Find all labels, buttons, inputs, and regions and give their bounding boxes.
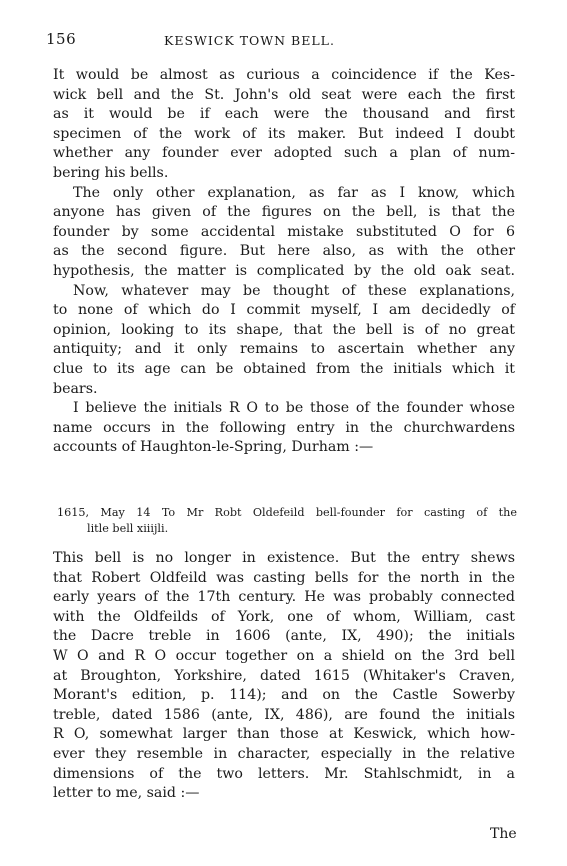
text-line: opinion, looking to its shape, that the bell is of no great [53, 321, 515, 338]
text-line: wick bell and the St. John's old seat were each the first [53, 86, 515, 103]
page-number: 156 [46, 30, 77, 48]
text-line: the Dacre treble in 1606 (ante, IX, 490); the initials [53, 628, 515, 645]
text-line: founder by some accidental mistake substituted O for 6 [53, 223, 515, 240]
text-line: letter to me, said :— [53, 785, 200, 802]
text-line: with the Oldfeilds of York, one of whom, William, cast [53, 608, 515, 625]
text-line: as the second figure. But here also, as with the other [53, 243, 515, 260]
text-line: anyone has given of the figures on the bell, is that the [53, 204, 515, 221]
text-line: name occurs in the following entry in the churchwardens [53, 419, 515, 436]
body-text-upper [53, 66, 515, 458]
text-line: The only other explanation, as far as I know, which [73, 184, 515, 201]
text-line: bering his bells. [53, 164, 169, 181]
running-head: KESWICK TOWN BELL. [164, 33, 335, 48]
text-line: clue to its age can be obtained from the initials which it [53, 360, 515, 377]
text-line: dimensions of the two letters. Mr. Stahlschmidt, in a [53, 765, 515, 782]
text-line: I believe the initials R O to be those of the founder whose [73, 400, 515, 417]
text-line: treble, dated 1586 (ante, IX, 486), are found the initials [53, 706, 515, 723]
text-line: specimen of the work of its maker. But indeed I doubt [53, 125, 515, 142]
body-text-lower [53, 549, 515, 804]
text-line: W O and R O occur together on a shield on the 3rd bell [53, 647, 515, 664]
text-line: antiquity; and it only remains to ascertain whether any [53, 341, 515, 358]
text-line: as it would be if each were the thousand and first [53, 106, 515, 123]
text-line: R O, somewhat larger than those at Keswick, which how- [53, 726, 515, 743]
text-line: at Broughton, Yorkshire, dated 1615 (Whitaker's Craven, [53, 667, 515, 684]
text-line: It would be almost as curious a coincidence if the Kes- [53, 67, 515, 83]
text-line: whether any founder ever adopted such a plan of num- [53, 145, 515, 162]
text-line: Now, whatever may be thought of these explanations, [73, 282, 515, 299]
text-line: accounts of Haughton-le-Spring, Durham :— [53, 439, 374, 456]
text-line: Morant's edition, p. 114); and on the Castle Sowerby [53, 687, 515, 704]
quoted-entry [57, 505, 517, 537]
quote-line: 1615, May 14 To Mr Robt Oldefeild bell-founder for casting of the [57, 506, 517, 519]
text-line: ever they resemble in character, especially in the relative [53, 745, 515, 762]
text-line: hypothesis, the matter is complicated by the old oak seat. [53, 262, 515, 279]
catchword: The [490, 826, 517, 842]
text-line: that Robert Oldfeild was casting bells for the north in the [53, 569, 515, 586]
quote-line: litle bell xiiijli. [87, 522, 169, 535]
text-line: This bell is no longer in existence. But the entry shews [53, 550, 515, 566]
text-line: early years of the 17th century. He was probably connected [53, 589, 515, 606]
page-header [46, 30, 522, 52]
text-line: bears. [53, 380, 98, 397]
text-line: to none of which do I commit myself, I am decidedly of [53, 302, 515, 319]
